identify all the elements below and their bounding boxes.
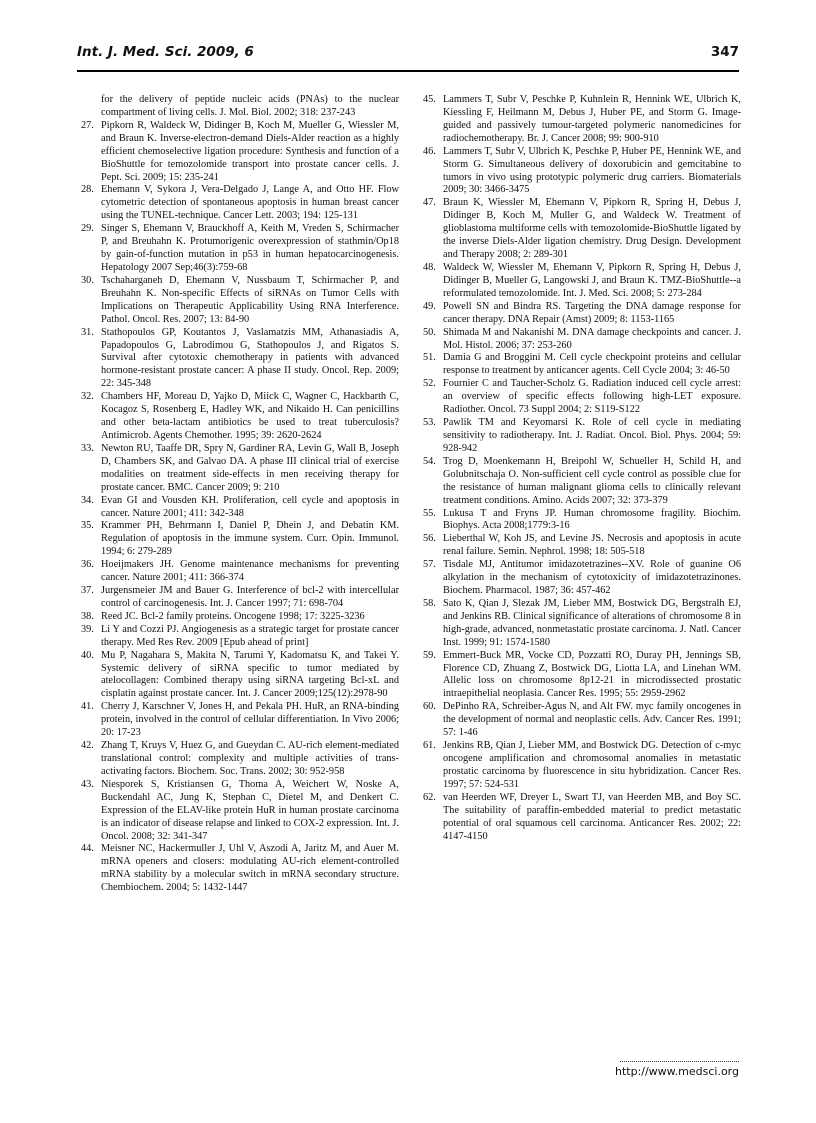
references-right-column <box>423 94 741 843</box>
reference-number: 27. <box>81 119 94 131</box>
reference-item <box>423 740 741 792</box>
reference-item <box>423 197 741 262</box>
reference-text: Sato K, Qian J, Slezak JM, Lieber MM, Bostwick DG, Bergstralh EJ, and Jenkins RB. Clinical significance of alterations of chromosome 8 in high-grade, advanced, nonmetastatic prostate carcinoma. J. Natl. Cancer Inst. 1999; 91: 1574-1580 <box>443 597 741 648</box>
reference-text: Lammers T, Subr V, Ulbrich K, Peschke P, Huber PE, Hennink WE, and Storm G. Simultaneous delivery of doxorubicin and gemcitabine to tumors in vivo using prototypic polymeric drug carriers. Biomaterials 2009; 30: 3466-3475 <box>443 145 741 196</box>
reference-item <box>423 650 741 702</box>
reference-number: 47. <box>423 197 436 209</box>
reference-number: 58. <box>423 597 436 609</box>
reference-text: Newton RU, Taaffe DR, Spry N, Gardiner RA, Levin G, Wall B, Joseph D, Chambers SK, and Galvao DA. A phase III clinical trial of exercise modalities on treatment side-effects in men receiving therapy for prostate cancer. BMC. Cancer 2009; 9: 210 <box>101 442 399 493</box>
reference-number: 45. <box>423 94 436 105</box>
header-rule <box>77 70 739 72</box>
reference-number: 28. <box>81 184 94 196</box>
reference-text: Tisdale MJ, Antitumor imidazotetrazines--XV. Role of guanine O6 alkylation in the mechanism of cytotoxicity of imidazotetrazinones. Biochem. Pharmacol. 1987; 36: 457-462 <box>443 559 741 597</box>
reference-item <box>81 559 399 585</box>
reference-number: 59. <box>423 649 436 661</box>
reference-item <box>423 792 741 844</box>
reference-number: 43. <box>81 778 94 790</box>
reference-item <box>81 611 399 624</box>
reference-item <box>423 301 741 327</box>
reference-item <box>81 120 399 185</box>
reference-number: 31. <box>81 326 94 338</box>
reference-text: Chambers HF, Moreau D, Yajko D, Miick C, Wagner C, Hackbarth C, Kocagoz S, Rosenberg E, Hadley WK, and Nikaido H. Can penicillins and other beta-lactam antibiotics be used to treat tuberculosis? Antimicrob. Agents Chemother. 1995; 39: 2620-2624 <box>101 391 399 441</box>
reference-text: Tschaharganeh D, Ehemann V, Nussbaum T, Schirmacher P, and Breuhahn K. Non-specific Effects of siRNAs on Tumor Cells with Implications on Therapeutic Applicability Using RNA Interference. Pathol. Oncol. Res. 2007; 13: 84-90 <box>101 274 399 325</box>
reference-number: 40. <box>81 649 94 661</box>
reference-number: 36. <box>81 559 94 571</box>
reference-number: 54. <box>423 455 436 467</box>
reference-text: Fournier C and Taucher-Scholz G. Radiation induced cell cycle arrest: an overview of specific effects following high-LET exposure. Radiother. Oncol. 73 Suppl 2004; 2: S119-S122 <box>443 378 741 416</box>
reference-item <box>81 740 399 779</box>
reference-text: Waldeck W, Wiessler M, Ehemann V, Pipkorn R, Spring H, Debus J, Didinger B, Mueller G, Langowski J, and Braun K. TMZ-BioShuttle--a reformulated temozolomide. Int. J. Med. Sci. 2008; 5: 273-284 <box>443 261 741 299</box>
reference-item <box>81 520 399 559</box>
reference-item <box>423 352 741 378</box>
reference-text: Meisner NC, Hackermuller J, Uhl V, Aszodi A, Jaritz M, and Auer M. mRNA openers and closers: modulating AU-rich element-controlled mRNA stability by a molecular switch in mRNA secondary structure. Chembiochem. 2004; 5: 1432-1447 <box>101 843 399 894</box>
reference-text: Krammer PH, Behrmann I, Daniel P, Dhein J, and Debatin KM. Regulation of apoptosis in the immune system. Curr. Opin. Immunol. 1994; 6: 279-289 <box>101 520 399 558</box>
reference-number: 38. <box>81 610 94 622</box>
reference-item <box>423 701 741 740</box>
page-number: 347 <box>710 44 739 60</box>
reference-item <box>423 378 741 417</box>
reference-item <box>423 533 741 559</box>
reference-number: 62. <box>423 791 436 803</box>
reference-item <box>81 701 399 740</box>
reference-item <box>81 585 399 611</box>
reference-text: Lukusa T and Fryns JP. Human chromosome fragility. Biochim. Biophys. Acta 2008;1779:3-16 <box>443 507 741 532</box>
reference-number: 49. <box>423 300 436 312</box>
reference-item <box>81 327 399 392</box>
reference-item <box>81 223 399 275</box>
reference-number: 32. <box>81 391 94 403</box>
reference-number: 48. <box>423 261 436 273</box>
reference-item <box>81 779 399 844</box>
reference-text: DePinho RA, Schreiber-Agus N, and Alt FW. myc family oncogenes in the development of normal and neoplastic cells. Adv. Cancer Res. 1991; 57: 1-46 <box>443 701 741 739</box>
reference-text: Shimada M and Nakanishi M. DNA damage checkpoints and cancer. J. Mol. Histol. 2006; 37: 253-260 <box>443 326 741 351</box>
reference-text: Jenkins RB, Qian J, Lieber MM, and Bostwick DG. Detection of c-myc oncogene amplification and chromosomal anomalies in metastatic prostatic carcinoma by fluorescence in situ hybridization. Cancer Res. 1997; 57: 524-531 <box>443 740 741 790</box>
reference-item <box>81 94 399 120</box>
reference-text: Ehemann V, Sykora J, Vera-Delgado J, Lange A, and Otto HF. Flow cytometric detection of spontaneous apoptosis in human breast cancer using the TUNEL-technique. Cancer Lett. 2003; 194: 125-131 <box>101 184 399 222</box>
reference-item <box>81 184 399 223</box>
reference-number: 52. <box>423 378 436 390</box>
reference-number: 35. <box>81 520 94 532</box>
reference-number: 51. <box>423 352 436 364</box>
page-header <box>77 44 739 66</box>
reference-text: Jurgensmeier JM and Bauer G. Interference of bcl-2 with intercellular control of carcinogenesis. Int. J. Cancer 1997; 71: 698-704 <box>101 585 399 609</box>
reference-number: 53. <box>423 417 436 429</box>
reference-text: for the delivery of peptide nucleic acids (PNAs) to the nuclear compartment of living cells. J. Mol. Biol. 2002; 318: 237-243 <box>101 94 399 118</box>
references-left-column <box>81 94 399 895</box>
reference-number: 57. <box>423 559 436 571</box>
reference-item <box>423 598 741 650</box>
reference-number: 29. <box>81 223 94 235</box>
reference-item <box>81 495 399 521</box>
reference-item <box>423 417 741 456</box>
reference-number: 34. <box>81 494 94 506</box>
reference-text: Mu P, Nagahara S, Makita N, Tarumi Y, Kadomatsu K, and Takei Y. Systemic delivery of siRNA specific to tumor mediated by atelocollagen: Combined therapy using siRNA targeting Bcl-xL and cisplatin against prostate cancer. Int. J. Cancer 2009;125(12):2978-90 <box>101 649 399 700</box>
reference-text: Cherry J, Karschner V, Jones H, and Pekala PH. HuR, an RNA-binding protein, involved in the control of cellular differentiation. In Vivo 2006; 20: 17-23 <box>101 701 399 739</box>
reference-text: Niesporek S, Kristiansen G, Thoma A, Weichert W, Noske A, Buckendahl AC, Jung K, Stephan C, Dietel M, and Denkert C. Expression of the ELAV-like protein HuR in human prostate carcinoma is an indicator of disease relapse and linked to COX-2 expression. Int. J. Oncol. 2008; 32: 341-347 <box>101 778 399 842</box>
reference-item <box>423 94 741 146</box>
footer-url: http://www.medsci.org <box>614 1065 739 1078</box>
reference-text: Evan GI and Vousden KH. Proliferation, cell cycle and apoptosis in cancer. Nature 2001; 411: 342-348 <box>101 494 399 519</box>
reference-text: Li Y and Cozzi PJ. Angiogenesis as a strategic target for prostate cancer therapy. Med Res Rev. 2009 [Epub ahead of print] <box>101 623 399 648</box>
reference-number: 55. <box>423 507 436 519</box>
reference-text: Emmert-Buck MR, Vocke CD, Pozzatti RO, Duray PH, Jennings SB, Florence CD, Zhuang Z, Bostwick DG, Liotta LA, and Linehan WM. Allelic loss on chromosome 8p12-21 in microdissected prostatic intraepithelial neoplasia. Cancer Res. 1995; 55: 2959-2962 <box>443 649 741 700</box>
reference-number: 42. <box>81 740 94 752</box>
reference-item <box>81 624 399 650</box>
reference-item <box>81 443 399 495</box>
reference-text: Pipkorn R, Waldeck W, Didinger B, Koch M, Mueller G, Wiessler M, and Braun K. Inverse-electron-demand Diels-Alder reaction as a highly efficient chemoselective ligation procedure: Synthesis and function of a BioShuttle for temozolomide transport into prostate cancer cells. J. Pept. Sci. 2009; 15: 235-241 <box>101 119 399 183</box>
reference-text: Hoeijmakers JH. Genome maintenance mechanisms for preventing cancer. Nature 2001; 411: 366-374 <box>101 559 399 584</box>
reference-text: Reed JC. Bcl-2 family proteins. Oncogene 1998; 17: 3225-3236 <box>101 610 365 622</box>
reference-text: Damia G and Broggini M. Cell cycle checkpoint proteins and cellular response to treatment by anticancer agents. Cell Cycle 2004; 3: 46-50 <box>443 352 741 377</box>
reference-text: van Heerden WF, Dreyer L, Swart TJ, van Heerden MB, and Boy SC. The suitability of paraffin-embedded material to predict metastatic potential of oral squamous cell carcinoma. Anticancer Res. 2002; 22: 4147-4150 <box>443 791 741 842</box>
reference-item <box>423 559 741 598</box>
reference-text: Powell SN and Bindra RS. Targeting the DNA damage response for cancer therapy. DNA Repair (Amst) 2009; 8: 1153-1165 <box>443 300 741 325</box>
reference-text: Pawlik TM and Keyomarsi K. Role of cell cycle in mediating sensitivity to radiotherapy. Int. J. Radiat. Oncol. Biol. Phys. 2004; 59: 928-942 <box>443 417 741 454</box>
reference-number: 39. <box>81 623 94 635</box>
reference-number: 37. <box>81 585 94 597</box>
footer-rule <box>620 1061 739 1062</box>
reference-number: 46. <box>423 145 436 157</box>
reference-item <box>423 146 741 198</box>
reference-text: Zhang T, Kruys V, Huez G, and Gueydan C. AU-rich element-mediated translational control: complexity and multiple activities of trans-activating factors. Biochem. Soc. Trans. 2002; 30: 952-958 <box>101 740 399 777</box>
reference-number: 60. <box>423 701 436 713</box>
reference-item <box>81 843 399 895</box>
reference-number: 61. <box>423 740 436 752</box>
reference-number: 50. <box>423 326 436 338</box>
reference-text: Stathopoulos GP, Koutantos J, Vaslamatzis MM, Athanasiadis A, Papadopoulos G, Labrodimou G, Stathopoulos J, and Rigatos S. Survival after cytotoxic chemotherapy in patients with advanced hormone-resistant prostate cancer: A phase II study. Oncol. Rep. 2009; 22: 345-348 <box>101 326 399 390</box>
reference-item <box>81 391 399 443</box>
reference-text: Lieberthal W, Koh JS, and Levine JS. Necrosis and apoptosis in acute renal failure. Semin. Nephrol. 1998; 18: 505-518 <box>443 533 741 558</box>
reference-item <box>81 650 399 702</box>
reference-item <box>81 275 399 327</box>
reference-text: Lammers T, Subr V, Peschke P, Kuhnlein R, Hennink WE, Ulbrich K, Kiessling F, Heilmann M, Debus J, Huber PE, and Storm G. Image-guided and passively tumour-targeted polymeric nanomedicines for radiochemotherapy. Br. J. Cancer 2008; 99: 900-910 <box>443 94 741 144</box>
reference-item <box>423 456 741 508</box>
reference-number: 41. <box>81 701 94 713</box>
reference-item <box>423 508 741 534</box>
reference-number: 33. <box>81 442 94 454</box>
journal-citation: Int. J. Med. Sci. 2009, 6 <box>77 44 254 60</box>
reference-item <box>423 262 741 301</box>
reference-text: Singer S, Ehemann V, Brauckhoff A, Keith M, Vreden S, Schirmacher P, and Breuhahn K. Protumorigenic overexpression of stathmin/Op18 by gain-of-function mutation in p53 in human hepatocarcinogenesis. Hepatology 2007 Sep;46(3):759-68 <box>101 223 399 273</box>
reference-item <box>423 327 741 353</box>
reference-text: Braun K, Wiessler M, Ehemann V, Pipkorn R, Spring H, Debus J, Didinger B, Koch M, Muller G, and Waldeck W. Treatment of glioblastoma multiforme cells with temozolomide-BioShuttle ligated by the inverse Diels-Alder ligation chemistry. Drug Design. Development and Therapy 2008; 2: 289-301 <box>443 197 741 261</box>
reference-number: 30. <box>81 274 94 286</box>
reference-number: 44. <box>81 843 94 855</box>
reference-number: 56. <box>423 533 436 545</box>
reference-text: Trog D, Moenkemann H, Breipohl W, Schueller H, Schild H, and Golubnitschaja O. Non-sufficient cell cycle control as possible clue for the resistance of human malignant glioma cells to clinically relevant treatment conditions. Amino. Acids 2007; 32: 373-379 <box>443 455 741 506</box>
